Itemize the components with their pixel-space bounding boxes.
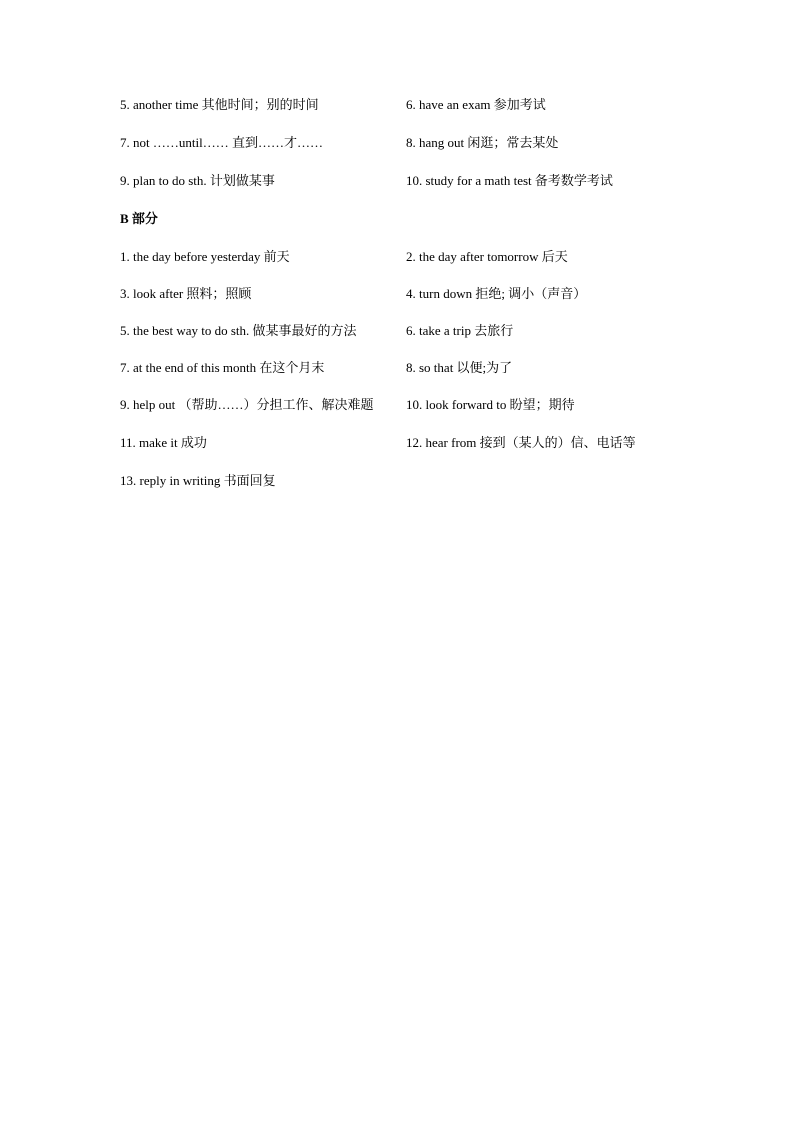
vocab-item: 5. the best way to do sth. 做某事最好的方法 [120, 323, 357, 338]
vocab-row [120, 93, 680, 131]
vocab-row [120, 245, 680, 282]
vocab-row [120, 469, 680, 507]
vocab-item: 3. look after 照料；照顾 [120, 286, 252, 301]
vocab-row [120, 282, 680, 319]
vocab-row [120, 131, 680, 169]
vocab-item: 9. help out （帮助……）分担工作、解决难题 [120, 397, 374, 412]
vocab-item: 4. turn down 拒绝; 调小（声音） [406, 286, 587, 301]
vocab-item: 12. hear from 接到（某人的）信、电话等 [406, 435, 636, 450]
vocab-row [120, 431, 680, 469]
vocab-row [120, 169, 680, 207]
vocab-item: 7. at the end of this month 在这个月末 [120, 360, 325, 375]
vocab-item: 10. study for a math test 备考数学考试 [406, 173, 613, 188]
vocab-item: 11. make it 成功 [120, 435, 207, 450]
vocab-item: 6. take a trip 去旅行 [406, 323, 514, 338]
vocabulary-list [120, 93, 680, 507]
section-b-heading: B 部分 [120, 211, 158, 226]
vocab-row [120, 356, 680, 393]
vocab-item: 10. look forward to 盼望；期待 [406, 397, 575, 412]
vocab-row [120, 319, 680, 356]
vocab-item: 9. plan to do sth. 计划做某事 [120, 173, 275, 188]
vocab-item: 8. so that 以便;为了 [406, 360, 513, 375]
vocab-item: 7. not ……until…… 直到……才…… [120, 135, 323, 150]
vocab-item: 5. another time 其他时间；别的时间 [120, 97, 319, 112]
vocab-item: 6. have an exam 参加考试 [406, 97, 546, 112]
vocab-item: 2. the day after tomorrow 后天 [406, 249, 568, 264]
vocab-item: 13. reply in writing 书面回复 [120, 473, 276, 488]
vocab-item: 8. hang out 闲逛；常去某处 [406, 135, 559, 150]
vocab-item: 1. the day before yesterday 前天 [120, 249, 290, 264]
vocab-row [120, 393, 680, 431]
